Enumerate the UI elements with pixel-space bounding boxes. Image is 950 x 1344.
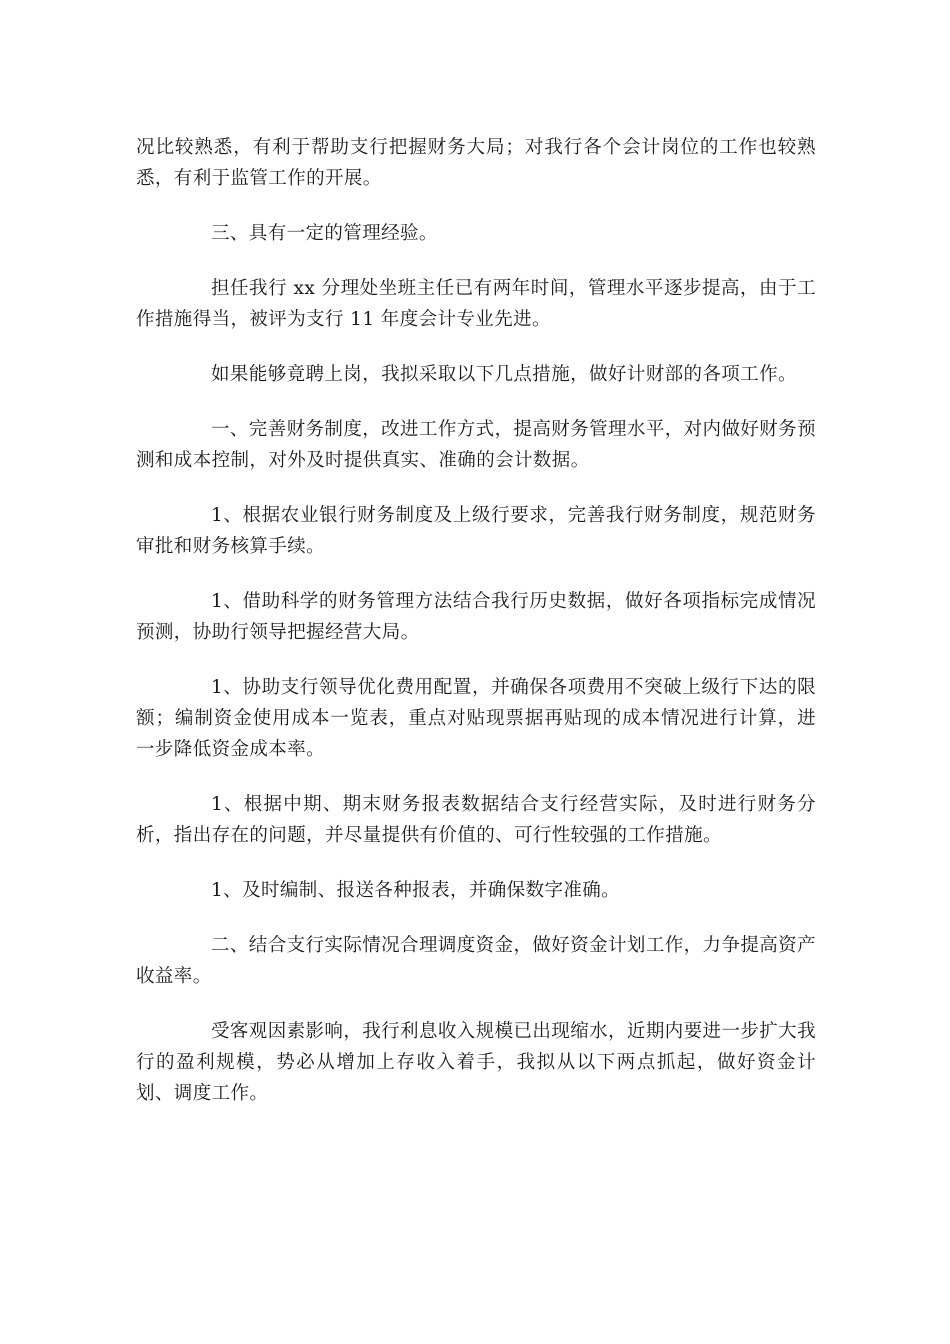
paragraph-measures-intro: 如果能够竟聘上岗，我拟采取以下几点措施，做好计财部的各项工作。 — [211, 364, 797, 385]
list-item: 1、协助支行领导优化费用配置，并确保各项费用不突破上级行下达的限额；编制资金使用成本一览表，重点对贴现票据再贴现的成本情况进行计算，进一步降低资金成本率。 — [136, 677, 816, 760]
document-body — [136, 132, 816, 1133]
paragraph-experience: 担任我行 xx 分理处坐班主任已有两年时间，管理水平逐步提高，由于工作措施得当，被评为支行 11 年度会计专业先进。 — [136, 278, 816, 330]
list-item: 1、及时编制、报送各种报表，并确保数字准确。 — [211, 880, 621, 901]
list-item: 1、根据中期、期末财务报表数据结合支行经营实际，及时进行财务分析，指出存在的问题，并尽量提供有价值的、可行性较强的工作措施。 — [136, 794, 816, 846]
list-item: 1、根据农业银行财务制度及上级行要求，完善我行财务制度，规范财务审批和财务核算手续。 — [136, 505, 816, 557]
list-item: 1、借助科学的财务管理方法结合我行历史数据，做好各项指标完成情况预测，协助行领导把握经营大局。 — [136, 591, 816, 643]
section-heading-1: 一、完善财务制度，改进工作方式，提高财务管理水平，对内做好财务预测和成本控制，对外及时提供真实、准确的会计数据。 — [136, 419, 816, 471]
section-heading-2: 二、结合支行实际情况合理调度资金，做好资金计划工作，力争提高资产收益率。 — [136, 935, 816, 987]
paragraph-funding-plan: 受客观因素影响，我行利息收入规模已出现缩水，近期内要进一步扩大我行的盈利规模，势必从增加上存收入着手，我拟从以下两点抓起，做好资金计划、调度工作。 — [136, 1021, 816, 1104]
paragraph-continuation: 况比较熟悉，有利于帮助支行把握财务大局；对我行各个会计岗位的工作也较熟悉，有利于监管工作的开展。 — [136, 137, 816, 189]
section-heading-3: 三、具有一定的管理经验。 — [211, 223, 438, 244]
